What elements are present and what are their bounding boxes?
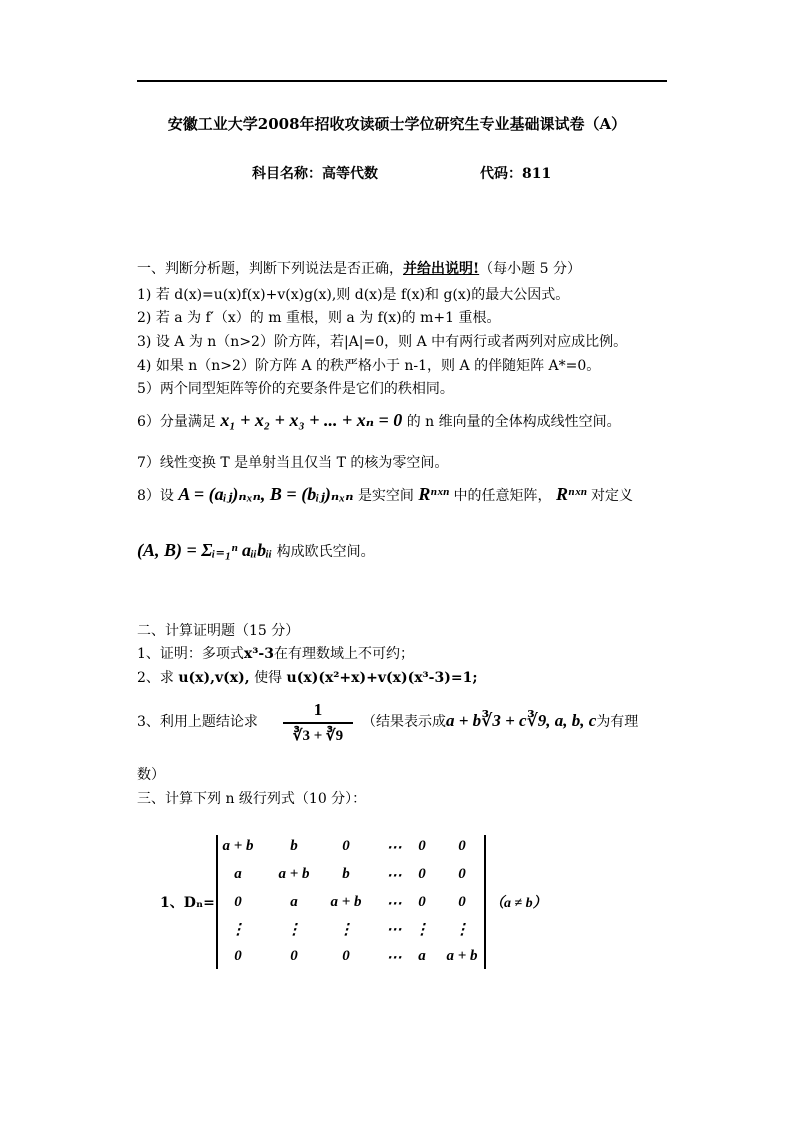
- fraction-bar: [283, 722, 353, 724]
- subject-label: 科目名称：高等代数: [252, 166, 378, 182]
- matrix-cell: 0: [290, 948, 298, 964]
- q8-space-2: Rⁿˣⁿ: [555, 484, 587, 504]
- matrix-cell: 0: [418, 866, 426, 882]
- matrix-cell: 0: [418, 838, 426, 854]
- section2-heading: 二、计算证明题（15 分）: [137, 623, 300, 639]
- question-4: 4) 如果 n（n>2）阶方阵 A 的秩严格小于 n-1，则 A 的伴随矩阵 A*=0。: [137, 358, 601, 374]
- exam-title: 安徽工业大学2008年招收攻读硕士学位研究生专业基础课试卷（A）: [167, 115, 627, 133]
- matrix-cell: ⋮: [414, 922, 430, 938]
- s2q2-text-b: 使得: [254, 670, 283, 686]
- s2q2-uv: u(x),v(x),: [178, 670, 250, 686]
- matrix-cell: ⋯: [386, 896, 402, 912]
- q8-inner-product-formula: (A, B) = Σᵢ₌₁ⁿ aᵢᵢbᵢᵢ: [137, 540, 273, 560]
- section2-question-3-tail: 数）: [137, 767, 165, 783]
- section2-question-2: [137, 667, 478, 687]
- question-8: [137, 484, 633, 505]
- s2q1-text-a: 1、证明：多项式: [137, 646, 244, 662]
- s2q3-fraction: [283, 700, 353, 745]
- heading-emphasis: 并给出说明!: [403, 261, 480, 277]
- section2-question-1: [137, 643, 414, 663]
- section2-question-3: [137, 711, 258, 731]
- s2q1-polynomial: x³-3: [243, 646, 274, 662]
- section1-heading: [137, 258, 581, 278]
- q8-formula: A = (aᵢⱼ)ₙₓₙ, B = (bᵢⱼ)ₙₓₙ: [178, 484, 354, 504]
- s2q3-text-b: （结果表示成: [362, 714, 446, 730]
- section2-question-3-result: [362, 711, 638, 731]
- s2q3-text-c: 为有理: [596, 714, 639, 730]
- matrix-cell: a: [234, 866, 242, 882]
- matrix-cell: 0: [342, 838, 350, 854]
- question-7: 7）线性变换 T 是单射当且仅当 T 的核为零空间。: [137, 455, 449, 471]
- matrix-cell: 0: [458, 866, 466, 882]
- matrix-cell: b: [290, 838, 298, 854]
- q8-text-d: 对定义: [591, 488, 634, 504]
- section3-heading: 三、计算下列 n 级行列式（10 分）：: [137, 791, 367, 807]
- q6-formula: x₁ + x₂ + x₃ + ... + xₙ = 0: [220, 410, 403, 430]
- q6-text-b: 的 n 维向量的全体构成线性空间。: [406, 414, 621, 430]
- q8-text-c: 中的任意矩阵，: [453, 488, 552, 504]
- q8-space: Rⁿˣⁿ: [418, 484, 450, 504]
- matrix-cell: 0: [342, 948, 350, 964]
- matrix-cell: ⋯: [386, 922, 402, 938]
- matrix-cell: ⋯: [386, 950, 402, 966]
- matrix-cell: b: [342, 866, 350, 882]
- fraction-denominator: ∛3 + ∛9: [292, 727, 344, 744]
- condition-text: （a ≠ b）: [490, 896, 547, 911]
- determinant-condition: [490, 892, 547, 912]
- matrix-cell: a + b: [330, 894, 362, 910]
- s2q2-equation: u(x)(x²+x)+v(x)(x³-3)=1;: [286, 670, 478, 686]
- question-3: 3) 设 A 为 n（n>2）阶方阵，若|A|=0，则 A 中有两行或者两列对应成比例。: [137, 334, 628, 350]
- matrix-cell: ⋮: [230, 922, 246, 938]
- matrix-cell: 0: [234, 948, 242, 964]
- matrix-cell: a: [290, 894, 298, 910]
- matrix-cell: a + b: [222, 838, 254, 854]
- matrix-cell: ⋮: [454, 922, 470, 938]
- q8-text-b: 是实空间: [357, 488, 414, 504]
- matrix-cell: 0: [234, 894, 242, 910]
- matrix-cell: 0: [458, 838, 466, 854]
- matrix-cell: ⋯: [386, 840, 402, 856]
- question-6: [137, 410, 621, 431]
- question-1: 1) 若 d(x)=u(x)f(x)+v(x)g(x),则 d(x)是 f(x)和 g(x)的最大公因式。: [137, 287, 570, 303]
- matrix-cell: ⋮: [338, 922, 354, 938]
- question-5: 5）两个同型矩阵等价的充要条件是它们的秩相同。: [137, 381, 454, 397]
- s2q3-form: a + b∛3 + c∛9, a, b, c: [446, 711, 597, 730]
- matrix-cell: a: [418, 948, 426, 964]
- question-8-inner-product: [137, 540, 375, 561]
- fraction-numerator: 1: [313, 700, 323, 719]
- top-rule: [137, 80, 667, 82]
- s2q1-text-b: 在有理数域上不可约；: [273, 646, 414, 662]
- q8-text-a: 8）设: [137, 488, 174, 504]
- heading-points: （每小题 5 分）: [479, 261, 581, 277]
- s2q2-text-a: 2、求: [137, 670, 174, 686]
- question-2: 2) 若 a 为 f′（x）的 m 重根，则 a 为 f(x)的 m+1 重根。: [137, 310, 501, 326]
- heading-text: 一、判断分析题，判断下列说法是否正确，: [137, 261, 403, 277]
- matrix-cell: a + b: [278, 866, 310, 882]
- determinant-matrix: [216, 835, 486, 969]
- matrix-cell: 0: [458, 894, 466, 910]
- s2q3-text-a: 3、利用上题结论求: [137, 714, 258, 730]
- matrix-cell: a + b: [446, 948, 478, 964]
- determinant-label: 1、Dₙ=: [160, 895, 215, 911]
- code-label: 代码：811: [480, 166, 552, 182]
- q6-text-a: 6）分量满足: [137, 414, 216, 430]
- q8-text-e: 构成欧氏空间。: [276, 544, 375, 560]
- matrix-cell: ⋮: [286, 922, 302, 938]
- matrix-cell: 0: [418, 894, 426, 910]
- matrix-cell: ⋯: [386, 868, 402, 884]
